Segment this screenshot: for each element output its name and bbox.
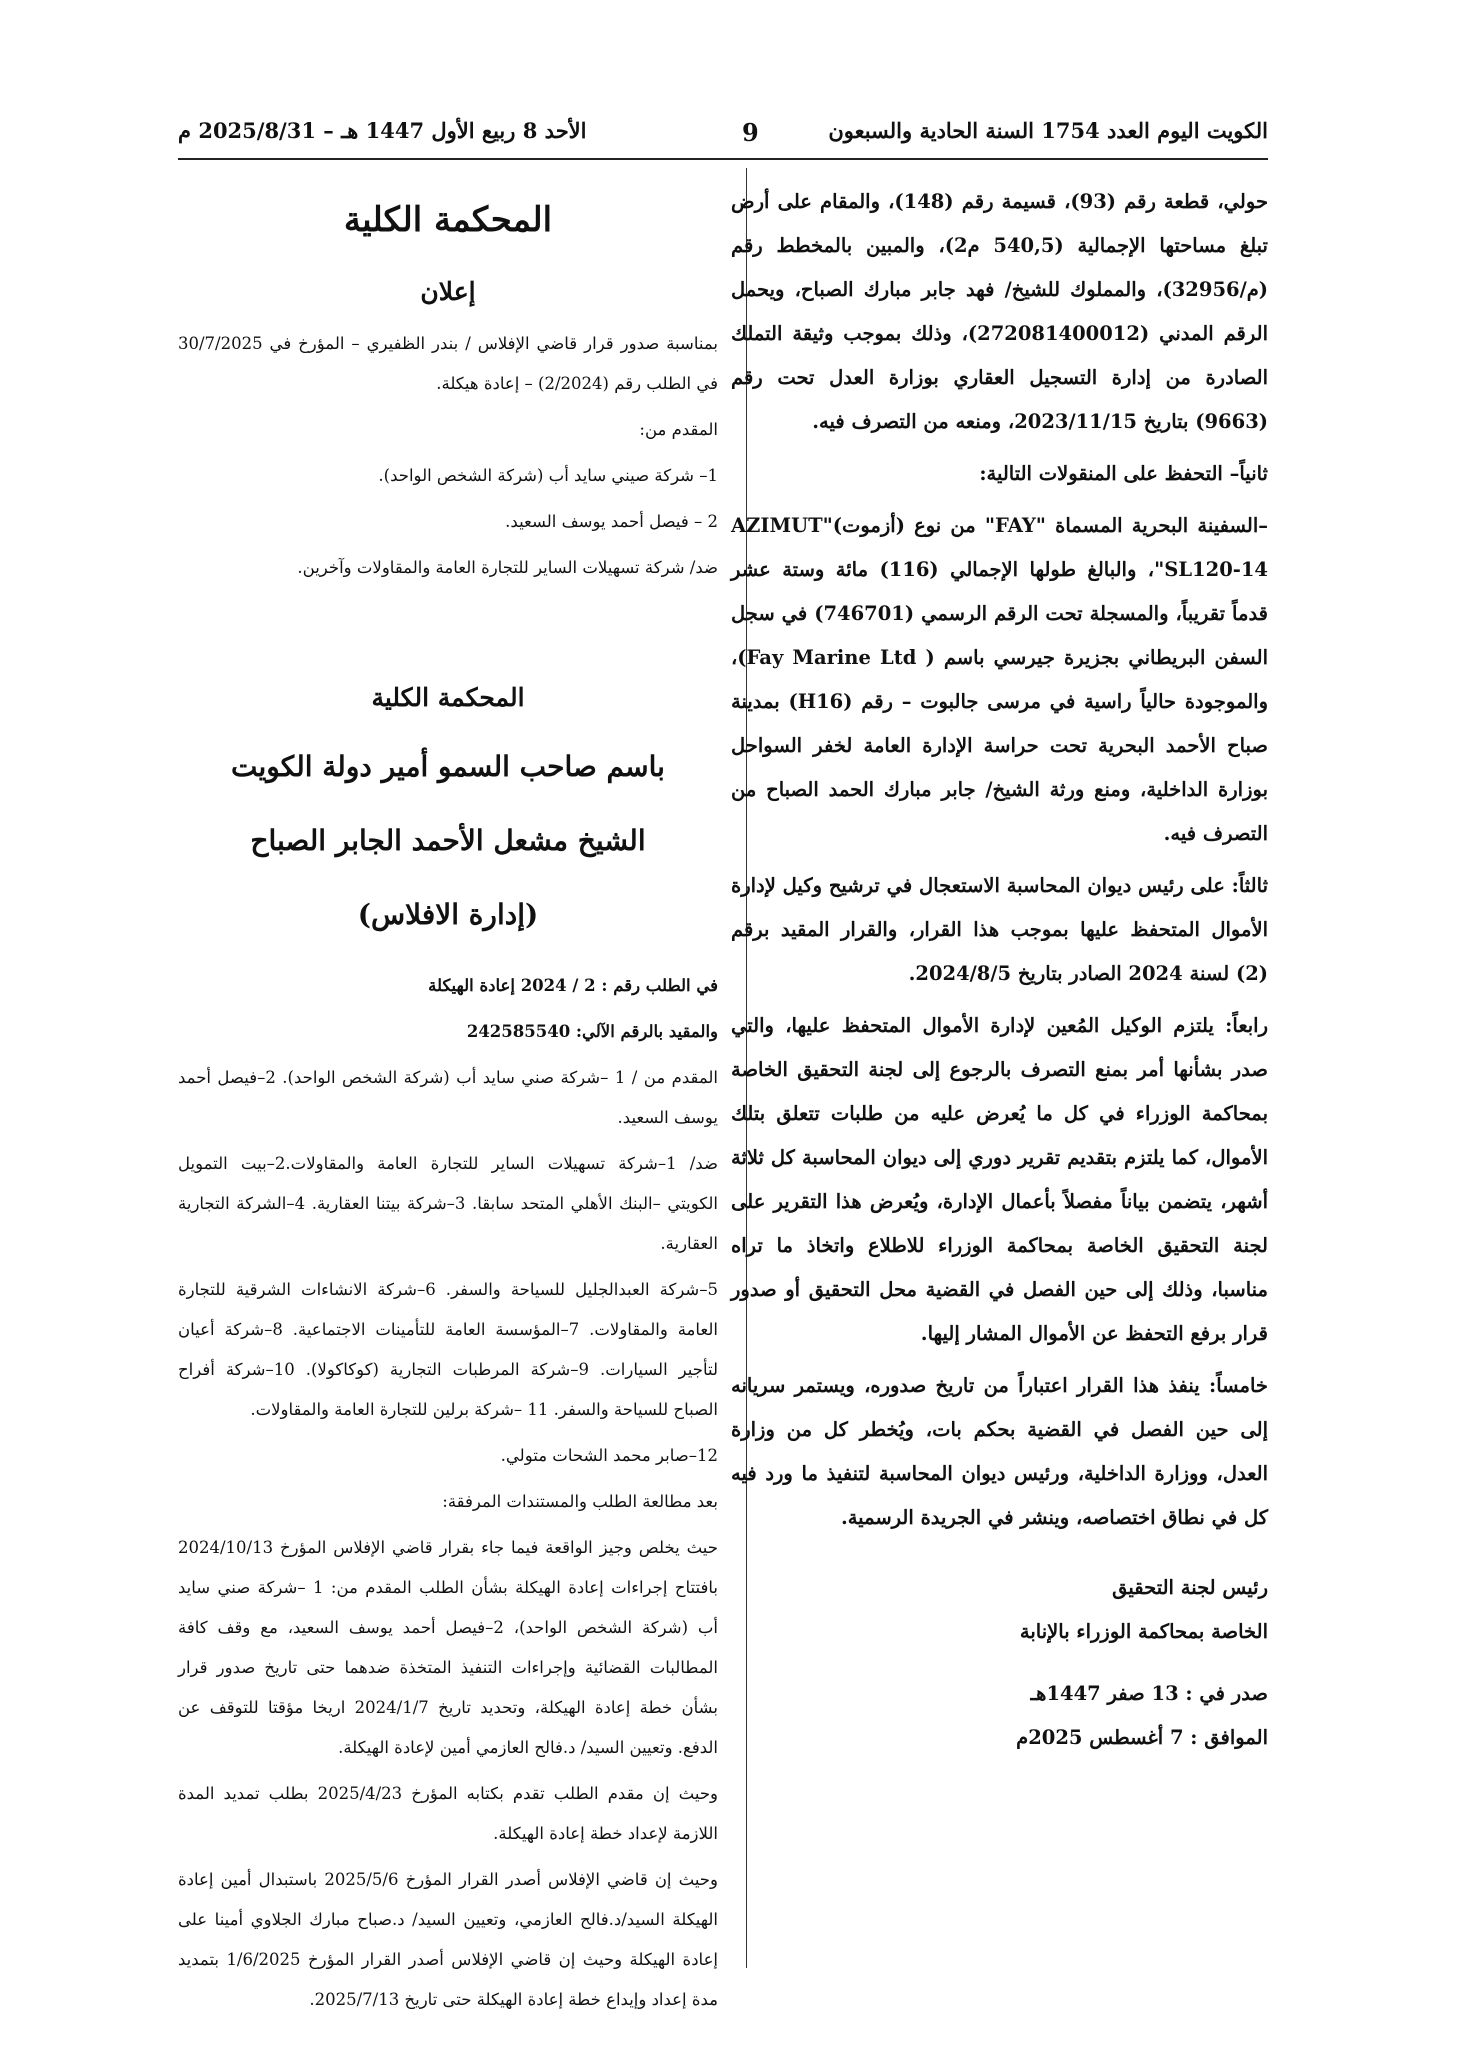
signature-title: رئيس لجنة التحقيق <box>1112 1576 1268 1599</box>
decision-paragraph: خامساً: ينفذ هذا القرار اعتباراً من تاريخ صدوره، ويستمر سريانه إلى حين الفصل في القضية بحكم بات، ويُخطر كل من وزارة العدل، ووزارة الداخلية، ورئيس ديوان المحاسبة لتنفيذ ما ورد فيه كل في نطاق اختصاصه، وينشر في الجريدة الرسمية. <box>731 1374 1268 1529</box>
automated-number: والمقيد بالرقم الآلي: 242585540 <box>466 1022 718 1041</box>
decision-paragraph: حولي، قطعة رقم (93)، قسيمة رقم (148)، والمقام على أرض تبلغ مساحتها الإجمالية (540,5 م2)، والمبين بالمخطط رقم (م/32956)، والمملوك للشيخ/ فهد جابر مبارك الصباح، ويحمل الرقم المدني (272081400012)، وذلك بموجب وثيقة التملك الصادرة من إدارة التسجيل العقاري بوزارة العدل تحت رقم (9663) بتاريخ 2023/11/15، ومنعه من التصرف فيه. <box>731 190 1268 433</box>
department-title: (إدارة الافلاس) <box>357 898 539 931</box>
court-title: المحكمة الكلية <box>343 200 553 240</box>
body-paragraph: ضد/ 1–شركة تسهيلات الساير للتجارة العامة والمقاولات.2–بيت التمويل الكويتي –البنك الأهلي المتحد سابقا. 3–شركة بيتنا العقارية. 4–الشركة التجارية العقارية. <box>178 1154 718 1253</box>
body-paragraph: 12–صابر محمد الشحات متولي. <box>500 1446 718 1465</box>
issue-date-gregorian: الموافق : 7 أغسطس 2025م <box>1016 1726 1268 1749</box>
header-rule <box>178 158 1268 160</box>
case-number: في الطلب رقم : 2 / 2024 إعادة الهيكلة <box>428 976 718 995</box>
right-column <box>731 180 1268 1760</box>
decision-paragraph: ثانياً– التحفظ على المنقولات التالية: <box>979 462 1268 485</box>
announcement-line: بمناسبة صدور قرار قاضي الإفلاس / بندر الظفيري – المؤرخ في 30/7/2025 في الطلب رقم (2/2024) – إعادة هيكلة. <box>178 334 718 393</box>
decision-paragraph: رابعاً: يلتزم الوكيل المُعين لإدارة الأموال المتحفظ عليها، والتي صدر بشأنها أمر بمنع التصرف بالرجوع إلى لجنة التحقيق الخاصة بمحاكمة الوزراء في كل ما يُعرض عليه من طلبات تتعلق بتلك الأموال، كما يلتزم بتقديم تقرير دوري إلى ديوان المحاسبة كل ثلاثة أشهر، يتضمن بياناً مفصلاً بأعمال الإدارة، ويُعرض هذا التقرير على لجنة التحقيق الخاصة بمحاكمة الوزراء للاطلاع واتخاذ ما تراه مناسبا، وذلك إلى حين الفصل في القضية محل التحقيق أو صدور قرار برفع التحفظ عن الأموال المشار إليها. <box>731 1014 1268 1345</box>
emir-name: الشيخ مشعل الأحمد الجابر الصباح <box>250 824 646 857</box>
announcement-line: ضد/ شركة تسهيلات الساير للتجارة العامة والمقاولات وآخرين. <box>297 558 718 577</box>
body-paragraph: المقدم من / 1 –شركة صني سايد أب (شركة الشخص الواحد). 2–فيصل أحمد يوسف السعيد. <box>178 1068 718 1127</box>
emir-line: باسم صاحب السمو أمير دولة الكويت <box>231 750 665 783</box>
signature-title: الخاصة بمحاكمة الوزراء بالإنابة <box>1019 1620 1268 1643</box>
issue-date-hijri: صدر في : 13 صفر 1447هـ <box>1030 1682 1268 1705</box>
body-paragraph: وحيث إن مقدم الطلب تقدم بكتابه المؤرخ 2025/4/23 بطلب تمديد المدة اللازمة لإعداد خطة إعادة الهيكلة. <box>178 1784 718 1843</box>
announcement-line: 2 – فيصل أحمد يوسف السعيد. <box>505 512 718 531</box>
header-issue-info: الكويت اليوم العدد 1754 السنة الحادية والسبعون <box>828 118 1268 143</box>
decision-paragraph: –السفينة البحرية المسماة "FAY" من نوع (أزموت)"AZIMUT SL120-14"، والبالغ طولها الإجمالي (116) مائة وستة عشر قدماً تقريباً، والمسجلة تحت الرقم الرسمي (746701) في سجل السفن البريطاني بجزيرة جيرسي باسم ( Fay Marine Ltd)، والموجودة حالياً راسية في مرسى جالبوت – رقم (H16) بمدينة صباح الأحمد البحرية تحت حراسة الإدارة العامة لخفر السواحل بوزارة الداخلية، ومنع ورثة الشيخ/ جابر مبارك الحمد الصباح من التصرف فيه. <box>731 514 1268 845</box>
body-paragraph: 5–شركة العبدالجليل للسياحة والسفر. 6–شركة الانشاءات الشرقية للتجارة العامة والمقاولات. 7–المؤسسة العامة للتأمينات الاجتماعية. 8–شركة أعيان لتأجير السيارات. 9–شركة المرطبات التجارية (كوكاكولا). 10–شركة أفراح الصباح للسياحة والسفر. 11 –شركة برلين للتجارة العامة والمقاولات. <box>178 1280 719 1419</box>
decision-paragraph: ثالثاً: على رئيس ديوان المحاسبة الاستعجال في ترشيح وكيل لإدارة الأموال المتحفظ عليها بموجب هذا القرار، والقرار المقيد برقم (2) لسنة 2024 الصادر بتاريخ 2024/8/5. <box>731 874 1268 985</box>
body-paragraph: بعد مطالعة الطلب والمستندات المرفقة: <box>442 1492 718 1511</box>
announcement-title: إعلان <box>420 277 476 306</box>
court-heading: المحكمة الكلية <box>371 683 525 712</box>
body-paragraph: وحيث إن قاضي الإفلاس أصدر القرار المؤرخ 2025/5/6 باستبدال أمين إعادة الهيكلة السيد/د.فالح العازمي، وتعيين السيد/ د.صباح مبارك الجلاوي أمينا على إعادة الهيكلة وحيث إن قاضي الإفلاس أصدر القرار المؤرخ 1/6/2025 بتمديد مدة إعداد وإيداع خطة إعادة الهيكلة حتى تاريخ 2025/7/13. <box>178 1870 718 2009</box>
page-number: 9 <box>742 118 759 147</box>
announcement-line: المقدم من: <box>639 420 718 439</box>
announcement-line: 1– شركة صيني سايد أب (شركة الشخص الواحد). <box>378 466 718 485</box>
left-column <box>178 180 718 2026</box>
body-paragraph: حيث يخلص وجيز الواقعة فيما جاء بقرار قاضي الإفلاس المؤرخ 2024/10/13 بافتتاح إجراءات إعادة الهيكلة بشأن الطلب المقدم من: 1 –شركة صني سايد أب (شركة الشخص الواحد)، 2–فيصل أحمد يوسف السعيد، مع وقف كافة المطالبات القضائية وإجراءات التنفيذ المتخذة ضدهما حتى تاريخ صدور قرار بشأن خطة إعادة الهيكلة، وتحديد تاريخ 2024/1/7 اريخا مؤقتا للتوقف عن الدفع. وتعيين السيد/ د.فالح العازمي أمين لإعادة الهيكلة. <box>178 1538 718 1757</box>
header-date: الأحد 8 ربيع الأول 1447 هـ – 2025/8/31 م <box>178 118 587 143</box>
